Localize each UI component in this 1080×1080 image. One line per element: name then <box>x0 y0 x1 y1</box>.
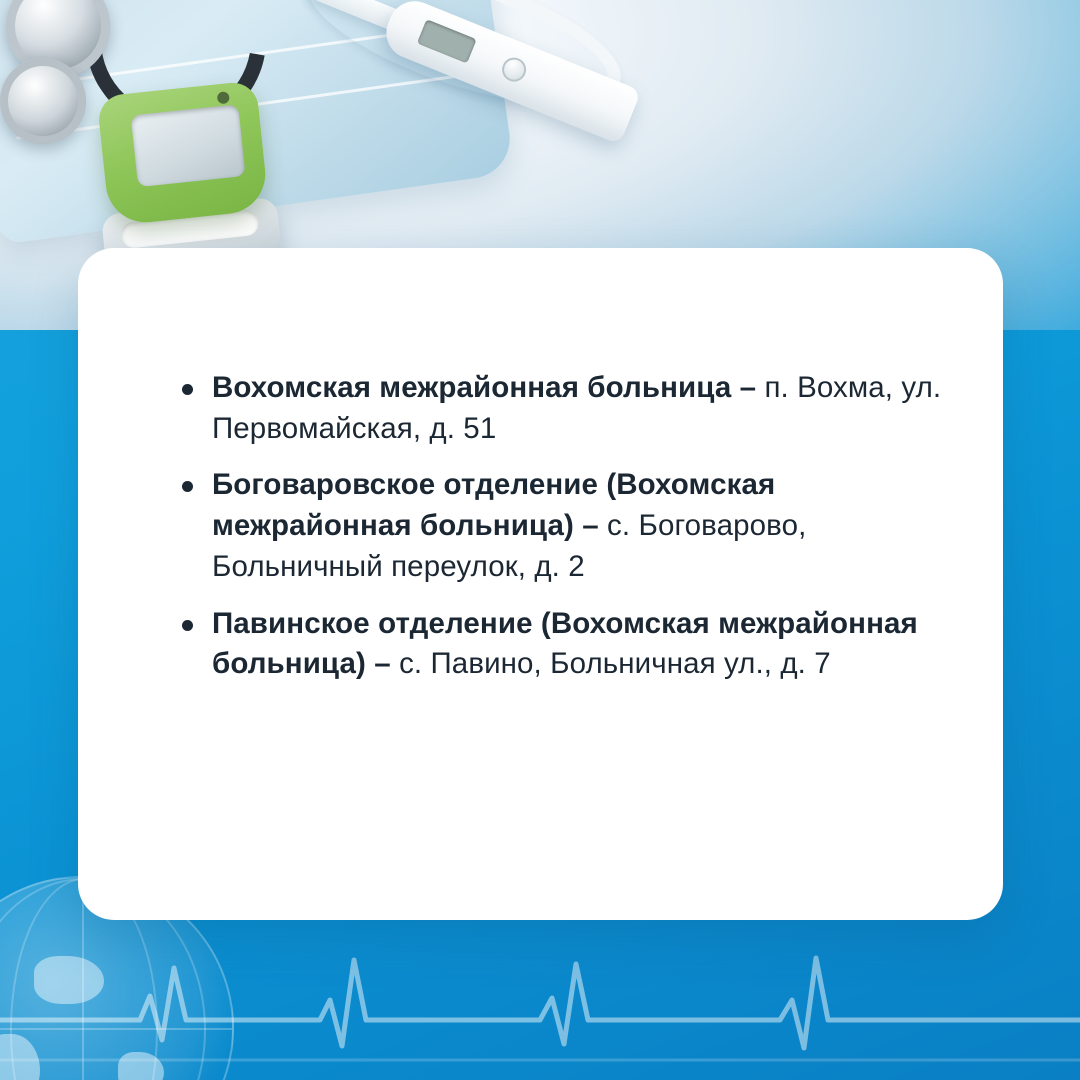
oximeter-display <box>131 104 246 187</box>
list-item <box>174 368 954 449</box>
list-item <box>174 465 954 587</box>
oximeter-cover <box>97 80 270 226</box>
stethoscope-bell-icon <box>0 58 86 144</box>
ecg-line-icon <box>0 900 1080 1080</box>
oximeter-led-icon <box>217 91 230 104</box>
facility-name: Вохомская межрайонная больница – <box>212 371 765 404</box>
bullet-icon <box>182 620 193 631</box>
facility-name: Боговаровское отделение (Вохомская межрайонная больница) – <box>212 468 776 543</box>
bullet-icon <box>182 481 193 492</box>
facility-address: п. Вохма, ул. Первомайская, д. 51 <box>212 371 942 445</box>
facility-name: Павинское отделение (Вохомская межрайонная больница) – <box>212 606 918 681</box>
facility-address: с. Павино, Больничная ул., д. 7 <box>399 647 831 681</box>
facility-address: с. Боговарово, Больничный переулок, д. 2 <box>212 509 807 583</box>
list-item <box>174 604 954 685</box>
content-card <box>78 248 1003 920</box>
bullet-icon <box>182 384 193 395</box>
facility-list <box>174 368 954 685</box>
